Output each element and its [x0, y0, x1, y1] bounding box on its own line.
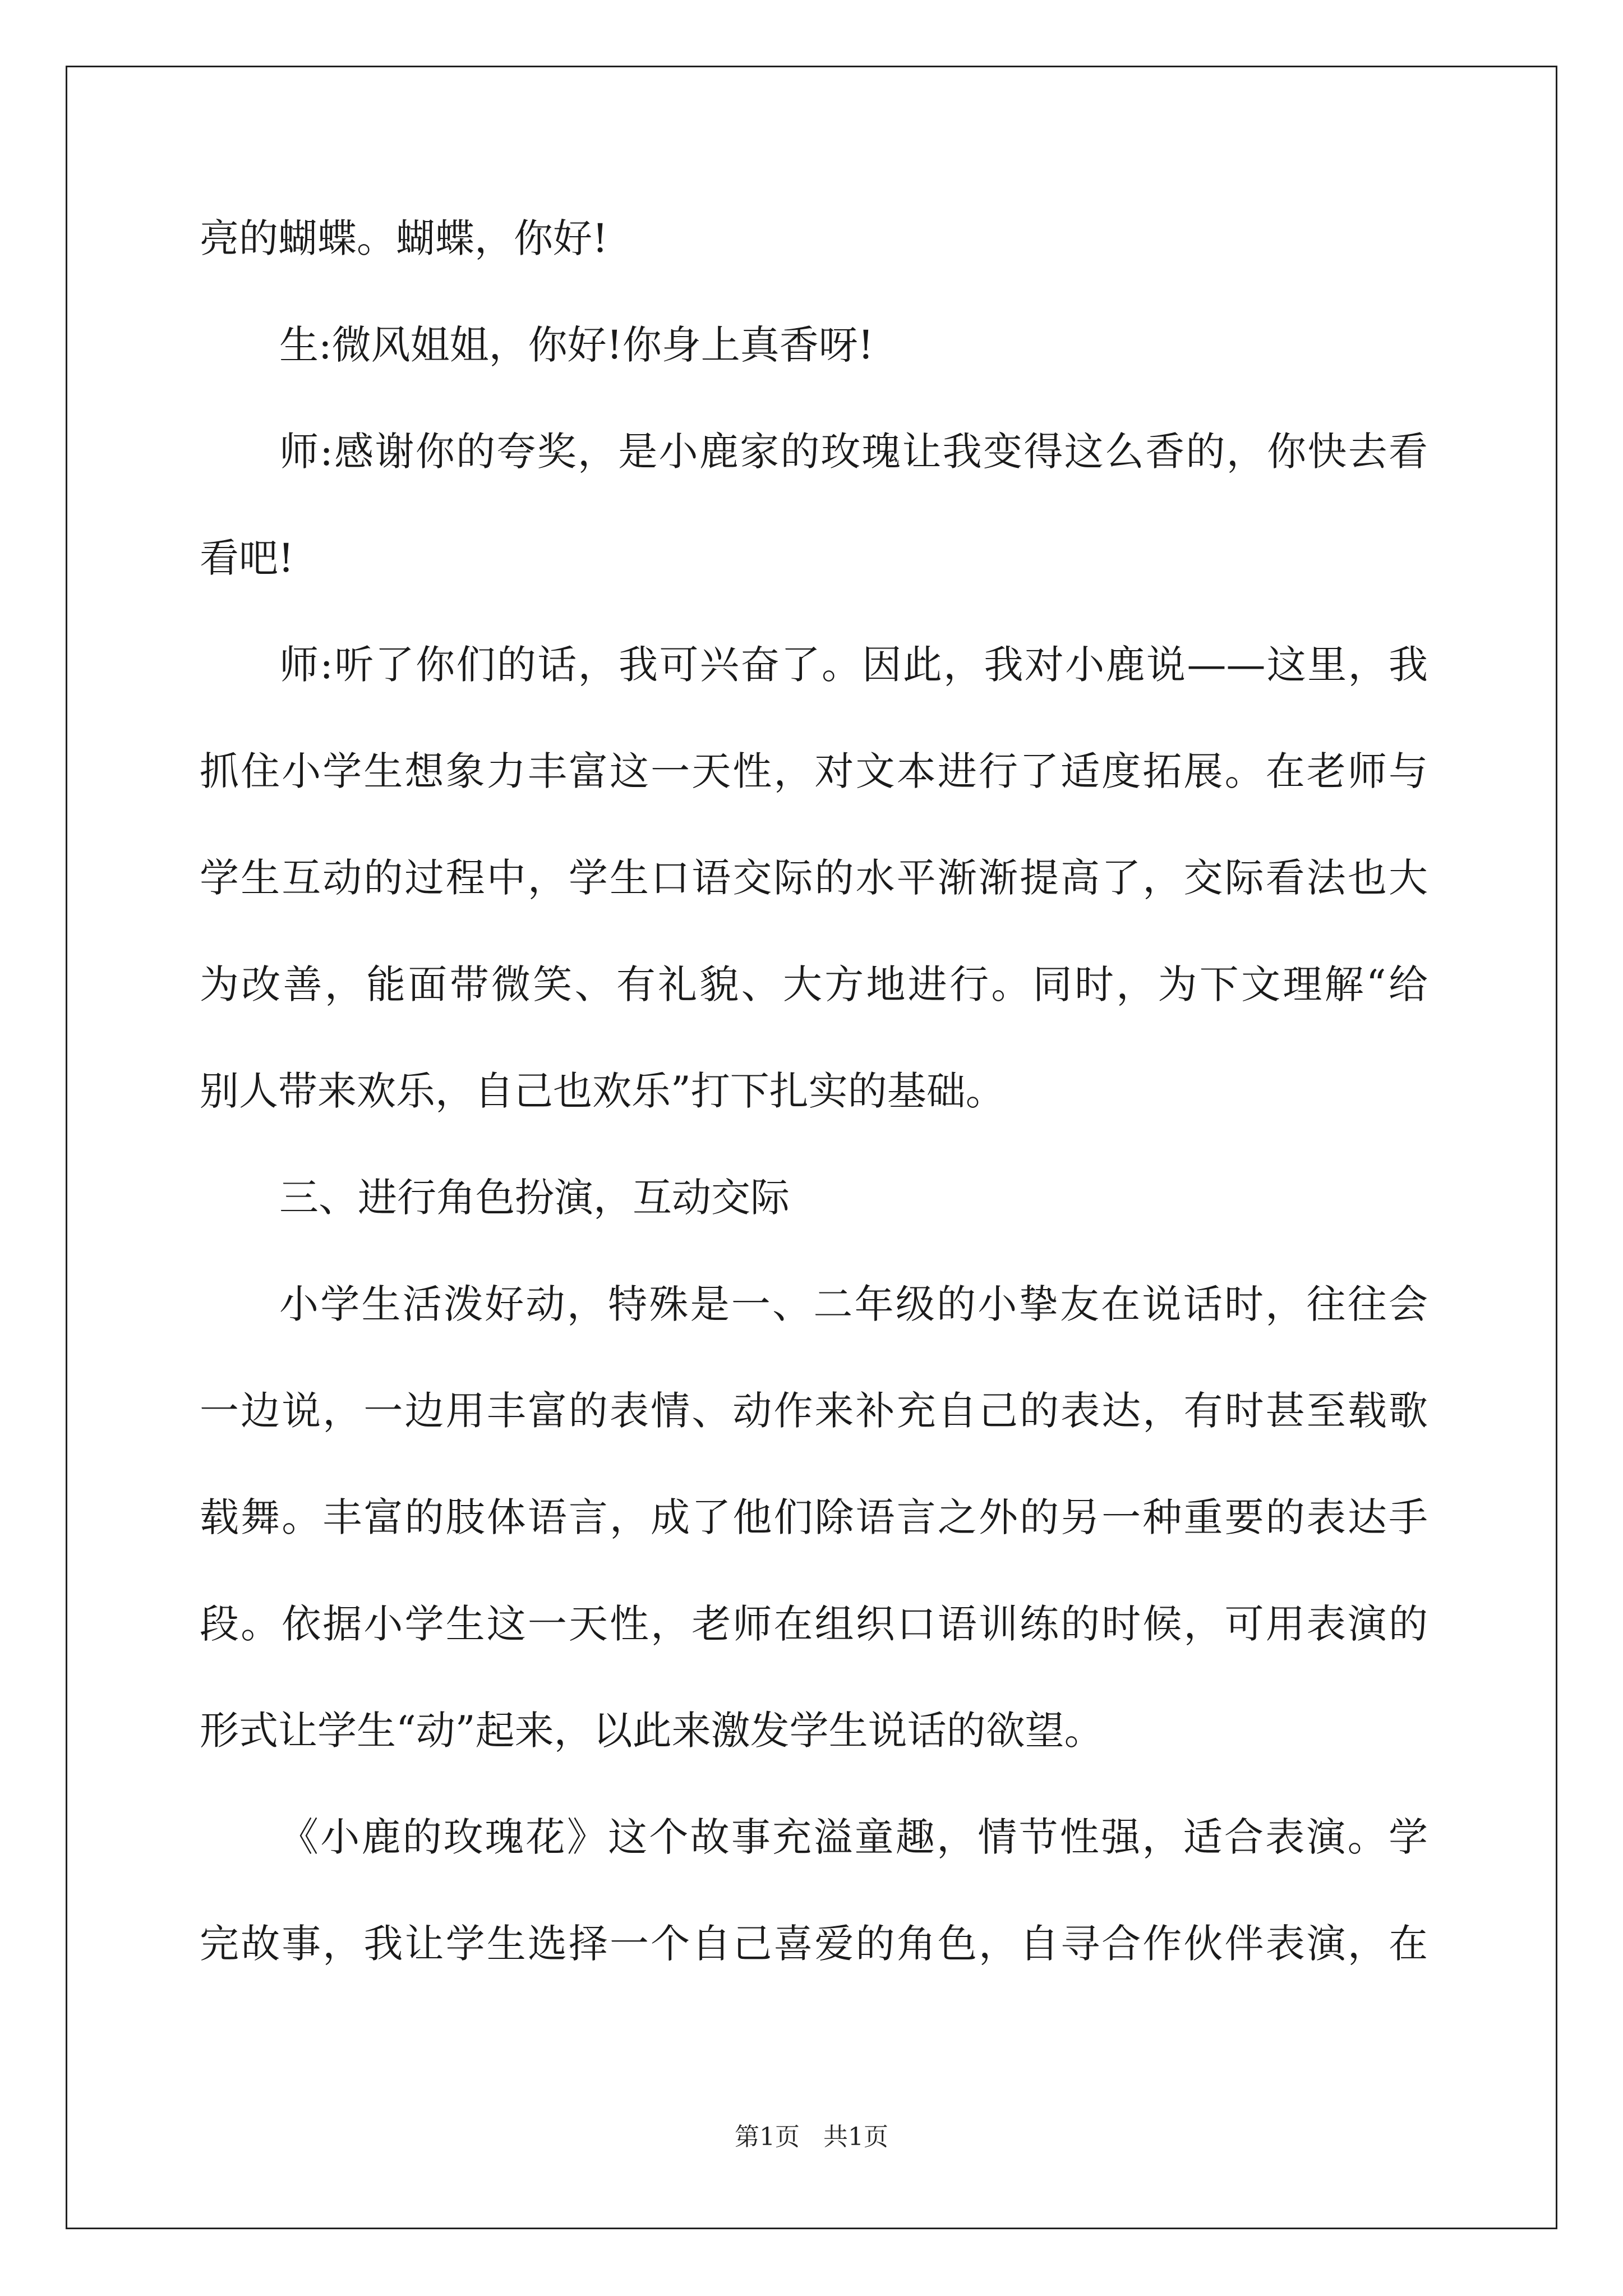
text-line: 《小鹿的玫瑰花》这个故事充溢童趣，情节性强，适合表演。学	[279, 1814, 1428, 1860]
text-line: 生:微风姐姐，你好!你身上真香呀!	[279, 322, 874, 368]
page-footer	[0, 2120, 1623, 2154]
page-border	[66, 66, 1557, 2229]
text-line: 看吧!	[200, 535, 294, 581]
text-line: 形式让学生“动”起来，以此来激发学生说话的欲望。	[200, 1708, 1104, 1754]
text-line: 为改善，能面带微笑、有礼貌、大方地进行。同时，为下文理解“给	[200, 961, 1428, 1007]
text-line: 小学生活泼好动，特殊是一、二年级的小挚友在说话时，往往会	[279, 1281, 1428, 1327]
text-line: 完故事，我让学生选择一个自己喜爱的角色，自寻合作伙伴表演，在	[200, 1921, 1428, 1967]
page-total: 共1页	[823, 2123, 888, 2151]
text-line: 载舞。丰富的肢体语言，成了他们除语言之外的另一种重要的表达手	[200, 1494, 1428, 1540]
text-line: 亮的蝴蝶。蝴蝶，你好!	[200, 215, 608, 261]
text-line: 别人带来欢乐，自己也欢乐”打下扎实的基础。	[200, 1068, 1005, 1114]
text-line: 学生互动的过程中，学生口语交际的水平渐渐提高了，交际看法也大	[200, 855, 1428, 901]
text-line: 抓住小学生想象力丰富这一天性，对文本进行了适度拓展。在老师与	[200, 748, 1428, 794]
page-number: 第1页	[735, 2123, 800, 2151]
text-line: 一边说，一边用丰富的表情、动作来补充自己的表达，有时甚至载歌	[200, 1388, 1428, 1434]
text-line: 师:感谢你的夸奖，是小鹿家的玫瑰让我变得这么香的，你快去看	[279, 429, 1428, 475]
section-heading: 三、进行角色扮演，互动交际	[279, 1175, 790, 1221]
text-line: 师:听了你们的话，我可兴奋了。因此，我对小鹿说——这里，我	[279, 642, 1428, 688]
text-line: 段。依据小学生这一天性，老师在组织口语训练的时候，可用表演的	[200, 1601, 1428, 1647]
